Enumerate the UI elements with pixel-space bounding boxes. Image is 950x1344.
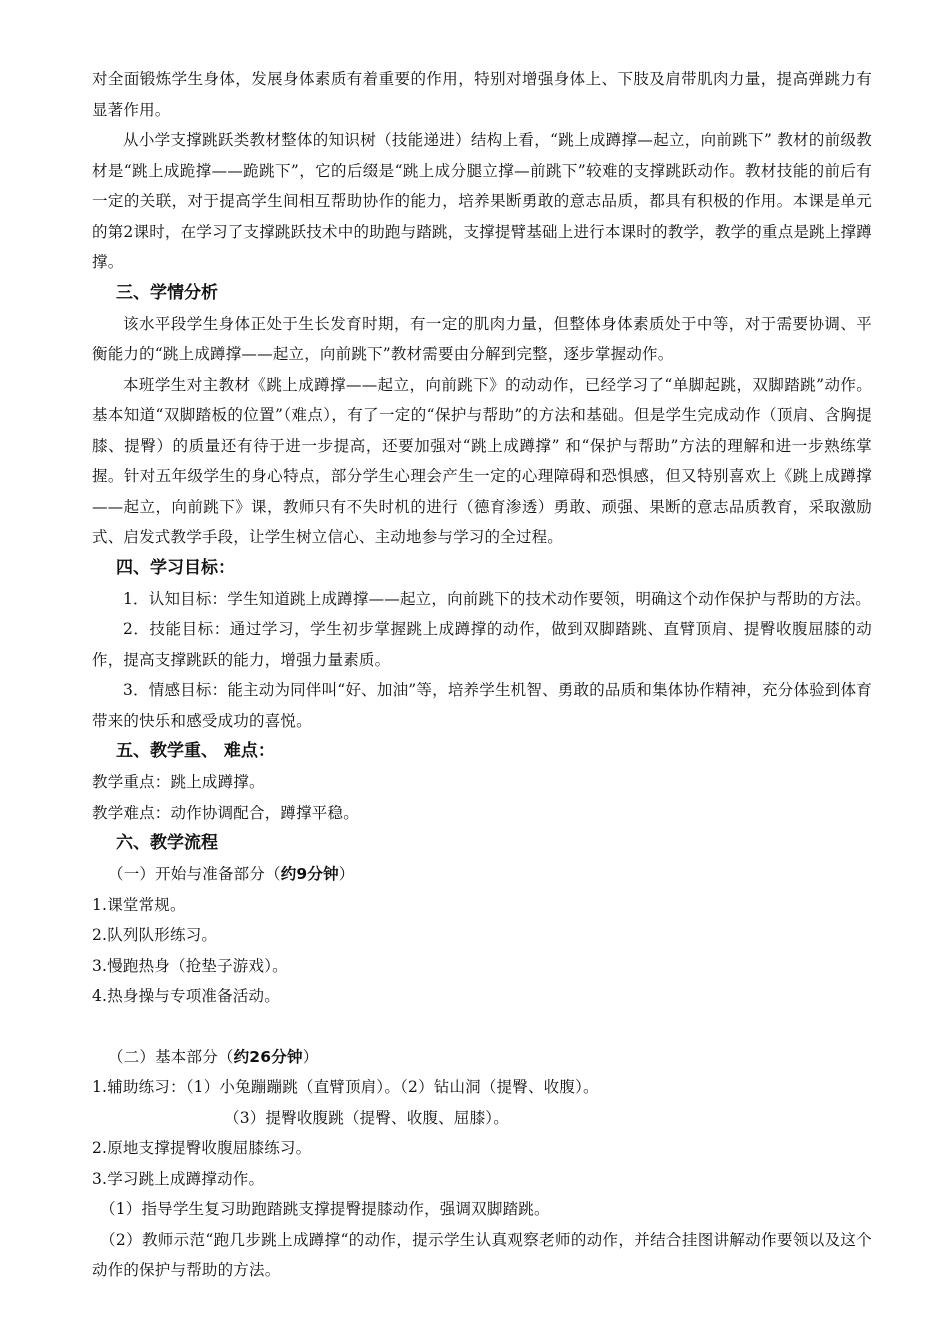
part1-title	[92, 859, 872, 890]
list-item: 3.慢跑热身（抢垫子游戏）。	[92, 956, 288, 975]
goal-skill: 2．技能目标：通过学习，学生初步掌握跳上成蹲撑的动作，做到双脚踏跳、直臂顶肩、提臀收腹屈膝的动作，提高支撑跳跃的能力，增强力量素质。	[92, 620, 872, 669]
teaching-key-point: 教学重点：跳上成蹲撑。	[92, 773, 265, 791]
heading-teaching-process: 六、教学流程	[116, 833, 218, 853]
paragraph-class-analysis: 本班学生对主教材《跳上成蹲撑——起立，向前跳下》的动动作，已经学习了“单脚起跳，双脚踏跳”动作。基本知道“双脚踏板的位置”（难点），有了一定的“保护与帮助”的方法和基础。但是学生完成动作（顶肩、含胸提膝、提臀）的质量还有待于进一步提高，还要加强对“跳上成蹲撑” 和“保护与帮助”方法的理解和进一步熟练掌握。针对五年级学生的身心特点，部分学生心理会产生一定的心理障碍和恐惧感，但又特别喜欢上《跳上成蹲撑——起立，向前跳下》课，教师只有不失时机的进行（德育渗透）勇敢、顽强、果断的意志品质教育，采取激励式、启发式教学手段，让学生树立信心、主动地参与学习的全过程。	[92, 375, 872, 546]
step-3a: （1）指导学生复习助跑踏跳支撑提臀提膝动作，强调双脚踏跳。	[100, 1200, 550, 1218]
heading-student-analysis: 三、学情分析	[116, 282, 218, 303]
part2-time: 约26分钟	[233, 1047, 303, 1066]
step-3b: （2）教师示范“跑几步跳上成蹲撑“的动作，提示学生认真观察老师的动作，并结合挂图讲解动作要领以及这个动作的保护与帮助的方法。	[92, 1230, 872, 1279]
list-item: 2.队列队形练习。	[92, 926, 218, 944]
part2-label: （二）基本部分（	[108, 1047, 234, 1066]
part2-title	[92, 1042, 872, 1073]
list-item: 4.热身操与专项准备活动。	[92, 987, 280, 1005]
goal-affective: 3．情感目标：能主动为同伴叫“好、加油”等，培养学生机智、勇敢的品质和集体协作精神，充分体验到体育带来的快乐和感受成功的喜悦。	[92, 681, 872, 730]
spacer	[92, 1012, 872, 1042]
step-3: 3.学习跳上成蹲撑动作。	[92, 1169, 265, 1188]
paragraph-student-level: 该水平段学生身体正处于生长发育时期，有一定的肌肉力量，但整体身体素质处于中等，对于需要协调、平衡能力的“跳上成蹲撑——起立，向前跳下”教材需要由分解到完整，逐步掌握动作。	[92, 314, 872, 363]
teaching-difficulty: 教学难点：动作协调配合，蹲撑平稳。	[92, 803, 359, 822]
step-2: 2.原地支撑提臀收腹屈膝练习。	[92, 1139, 312, 1157]
part1-label: （一）开始与准备部分（	[108, 865, 281, 883]
goal-cognitive: 1．认知目标：学生知道跳上成蹲撑——起立，向前跳下的技术动作要领，明确这个动作保护与帮助的方法。	[123, 589, 871, 608]
part1-close: ）	[338, 865, 355, 883]
aux-practice-line2: （3）提臀收腹跳（提臀、收腹、屈膝）。	[224, 1108, 509, 1127]
aux-practice-line1: 1.辅助练习：（1）小兔蹦蹦跳（直臂顶肩）。（2）钻山洞（提臀、收腹）。	[92, 1078, 599, 1096]
part1-time: 约9分钟	[280, 865, 339, 883]
paragraph-curriculum: 从小学支撑跳跃类教材整体的知识树（技能递进）结构上看，“跳上成蹲撑—起立，向前跳下” 教材的前级教材是“跳上成跪撑——跪跳下”，它的后缀是“跳上成分腿立撑—前跳下”较难的支撑跳跃动作。教材技能的前后有一定的关联，对于提高学生间相互帮助协作的能力，培养果断勇敢的意志品质，都具有积极的作用。本课是单元的第2课时，在学习了支撑跳跃技术中的助跑与踏跳，支撑提臂基础上进行本课时的教学，教学的重点是跳上撑蹲撑。	[92, 131, 872, 271]
document-page	[92, 64, 872, 1286]
list-item: 1.课堂常规。	[92, 895, 186, 914]
heading-learning-goals: 四、学习目标：	[116, 557, 235, 578]
paragraph-intro-end: 对全面锻炼学生身体，发展身体素质有着重要的作用，特别对增强身体上、下肢及肩带肌肉力量，提高弹跳力有显著作用。	[92, 70, 872, 119]
part2-close: ）	[302, 1047, 319, 1066]
heading-key-difficulty: 五、教学重、 难点：	[116, 741, 275, 761]
